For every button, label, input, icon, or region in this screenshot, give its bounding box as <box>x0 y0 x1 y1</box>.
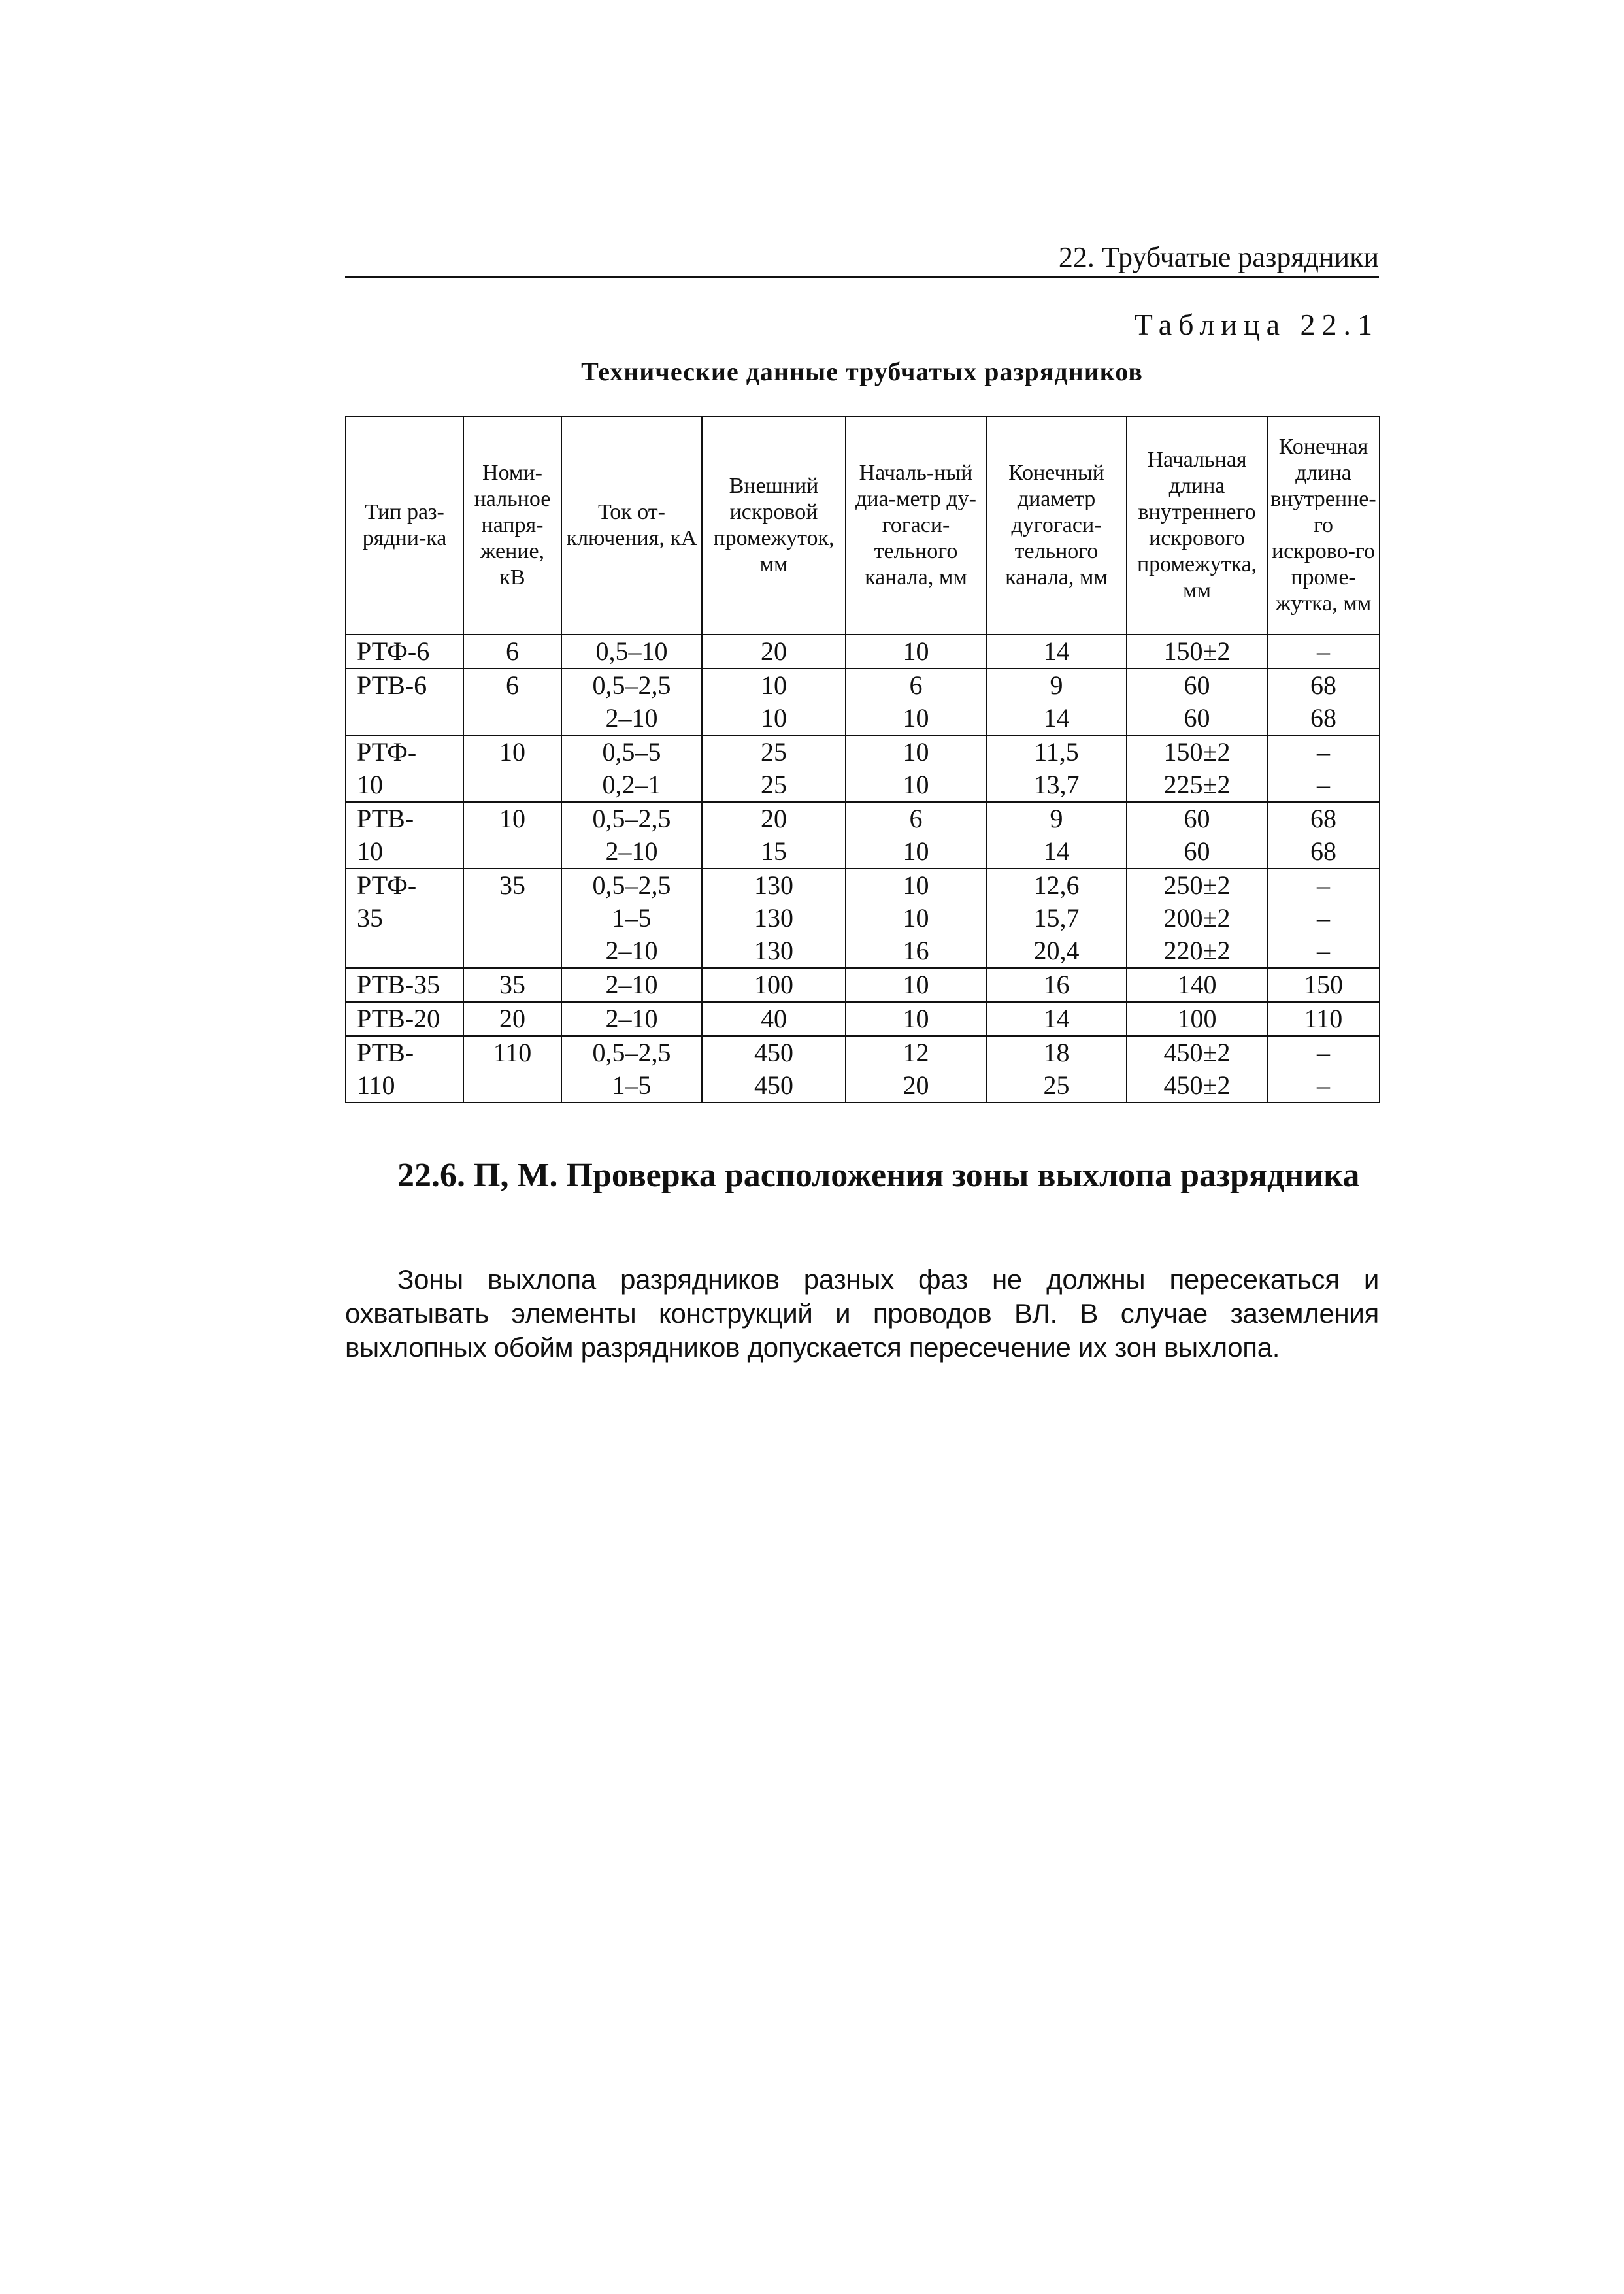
table-cell-l-start <box>1127 968 1267 1002</box>
table-cell-gap <box>702 802 846 869</box>
cell-value: – <box>1317 1071 1330 1100</box>
table-cell-voltage <box>463 635 561 669</box>
cell-value: 100 <box>754 970 793 999</box>
column-header: Тип раз-рядни-ка <box>346 416 463 635</box>
section-paragraph: Зоны выхлопа разрядников разных фаз не должны пересекаться и охватывать элементы конструкций и проводов ВЛ. В случае заземления выхлопных обойм разрядников допускается пересечение их зон выхлопа. <box>345 1264 1379 1363</box>
table-cell-d-start <box>846 1036 986 1103</box>
table-cell-voltage <box>463 735 561 802</box>
cell-value: – <box>1317 637 1330 666</box>
table-cell-l-end <box>1267 1036 1380 1103</box>
cell-value: 15,7 <box>1033 903 1080 933</box>
table-cell-type <box>346 869 463 968</box>
cell-value: 40 <box>761 1004 787 1033</box>
table-cell-l-start <box>1127 869 1267 968</box>
table-cell-l-start <box>1127 802 1267 869</box>
table-cell-d-start <box>846 635 986 669</box>
table-cell-current <box>561 1036 702 1103</box>
table-cell-d-end <box>986 635 1127 669</box>
table-cell-d-end <box>986 802 1127 869</box>
table-cell-current <box>561 802 702 869</box>
cell-value: 12,6 <box>1033 871 1080 900</box>
table-cell-gap <box>702 1036 846 1103</box>
cell-value: 68 <box>1310 837 1336 866</box>
cell-value: 0,5–5 <box>602 737 661 767</box>
table-cell-current <box>561 669 702 735</box>
cell-value: 35 <box>499 970 525 999</box>
cell-value: РТФ-6 <box>357 637 430 666</box>
cell-value: 18 <box>1043 1038 1070 1067</box>
table-cell-d-start <box>846 669 986 735</box>
table-cell-d-start <box>846 968 986 1002</box>
cell-value: РТВ-20 <box>357 1004 440 1033</box>
cell-value: 60 <box>1184 837 1210 866</box>
cell-value: РТВ-35 <box>357 970 440 999</box>
table-cell-gap <box>702 735 846 802</box>
cell-value: 110 <box>493 1038 532 1067</box>
table-number: Таблица 22.1 <box>1134 308 1379 341</box>
cell-value: 9 <box>1050 804 1063 833</box>
cell-value: 0,5–2,5 <box>592 671 671 700</box>
table-header-row <box>346 416 1380 635</box>
cell-value: 6 <box>506 637 519 666</box>
table-cell-d-start <box>846 735 986 802</box>
table-cell-current <box>561 735 702 802</box>
table-cell-current <box>561 635 702 669</box>
cell-value: 10 <box>357 770 383 799</box>
cell-value: 68 <box>1310 671 1336 700</box>
cell-value: 35 <box>357 903 383 933</box>
cell-value: 225±2 <box>1163 770 1231 799</box>
cell-value: 60 <box>1184 804 1210 833</box>
table-cell-l-end <box>1267 669 1380 735</box>
table-cell-l-end <box>1267 869 1380 968</box>
column-header: Начальная длина внутреннего искрового промежутка, мм <box>1127 416 1267 635</box>
table-cell-d-start <box>846 802 986 869</box>
arrester-data-table <box>345 416 1380 1103</box>
table-cell-l-end <box>1267 1002 1380 1036</box>
cell-value: 2–10 <box>605 970 658 999</box>
table-row <box>346 968 1380 1002</box>
column-header: Конечный диаметр дугогаси-тельного канала, мм <box>986 416 1127 635</box>
table-cell-d-start <box>846 1002 986 1036</box>
cell-value: 10 <box>903 1004 929 1033</box>
table-cell-d-end <box>986 669 1127 735</box>
cell-value: 0,5–2,5 <box>592 804 671 833</box>
table-cell-type <box>346 1036 463 1103</box>
table-row <box>346 1036 1380 1103</box>
column-header: Ток от-ключения, кА <box>561 416 702 635</box>
table-cell-gap <box>702 635 846 669</box>
cell-value: 25 <box>761 737 787 767</box>
table-cell-gap <box>702 869 846 968</box>
cell-value: 10 <box>903 837 929 866</box>
cell-value: 10 <box>903 970 929 999</box>
cell-value: 1–5 <box>612 903 652 933</box>
table-cell-d-end <box>986 869 1127 968</box>
table-cell-type <box>346 735 463 802</box>
cell-value: 12 <box>903 1038 929 1067</box>
table-cell-d-end <box>986 1036 1127 1103</box>
cell-value: 10 <box>903 737 929 767</box>
cell-value: 14 <box>1043 1004 1070 1033</box>
table-cell-l-start <box>1127 635 1267 669</box>
cell-value: 13,7 <box>1033 770 1080 799</box>
table-cell-type <box>346 1002 463 1036</box>
cell-value: – <box>1317 871 1330 900</box>
cell-value: 20 <box>761 637 787 666</box>
table-cell-l-start <box>1127 669 1267 735</box>
cell-value: 6 <box>909 671 923 700</box>
cell-value: 10 <box>903 703 929 733</box>
cell-value: 150±2 <box>1163 737 1231 767</box>
cell-value: 6 <box>909 804 923 833</box>
table-cell-type <box>346 669 463 735</box>
cell-value: 14 <box>1043 703 1070 733</box>
table-cell-voltage <box>463 669 561 735</box>
cell-value: 0,5–10 <box>595 637 668 666</box>
table-cell-voltage <box>463 968 561 1002</box>
table-cell-l-end <box>1267 968 1380 1002</box>
cell-value: 20 <box>903 1071 929 1100</box>
cell-value: 25 <box>761 770 787 799</box>
cell-value: 14 <box>1043 837 1070 866</box>
cell-value: 130 <box>754 903 793 933</box>
cell-value: – <box>1317 1038 1330 1067</box>
table-cell-gap <box>702 669 846 735</box>
cell-value: 10 <box>903 770 929 799</box>
table-cell-d-end <box>986 968 1127 1002</box>
cell-value: 10 <box>903 903 929 933</box>
cell-value: РТФ- <box>357 737 417 767</box>
table-cell-voltage <box>463 1002 561 1036</box>
cell-value: – <box>1317 770 1330 799</box>
cell-value: 10 <box>357 837 383 866</box>
table-cell-l-end <box>1267 635 1380 669</box>
cell-value: РТВ- <box>357 804 414 833</box>
cell-value: 20 <box>499 1004 525 1033</box>
cell-value: 0,5–2,5 <box>592 871 671 900</box>
table-cell-d-start <box>846 869 986 968</box>
table-row <box>346 869 1380 968</box>
cell-value: 60 <box>1184 703 1210 733</box>
cell-value: 10 <box>761 703 787 733</box>
table-cell-current <box>561 869 702 968</box>
cell-value: РТВ- <box>357 1038 414 1067</box>
cell-value: 10 <box>499 737 525 767</box>
cell-value: 15 <box>761 837 787 866</box>
table-cell-l-end <box>1267 735 1380 802</box>
table-cell-type <box>346 635 463 669</box>
cell-value: 60 <box>1184 671 1210 700</box>
cell-value: 450 <box>754 1071 793 1100</box>
cell-value: 450±2 <box>1163 1071 1231 1100</box>
table-cell-voltage <box>463 802 561 869</box>
cell-value: РТВ-6 <box>357 671 427 700</box>
table-row <box>346 802 1380 869</box>
cell-value: 250±2 <box>1163 871 1231 900</box>
cell-value: 0,5–2,5 <box>592 1038 671 1067</box>
column-header: Конечная длина внутренне-го искрово-го проме-жутка, мм <box>1267 416 1380 635</box>
table-cell-type <box>346 968 463 1002</box>
cell-value: 10 <box>903 871 929 900</box>
cell-value: – <box>1317 936 1330 965</box>
cell-value: – <box>1317 737 1330 767</box>
table-row <box>346 635 1380 669</box>
cell-value: 110 <box>1304 1004 1343 1033</box>
cell-value: 150±2 <box>1163 637 1231 666</box>
cell-value: 9 <box>1050 671 1063 700</box>
table-cell-current <box>561 1002 702 1036</box>
running-header: 22. Трубчатые разрядники <box>345 241 1379 278</box>
cell-value: 25 <box>1043 1071 1070 1100</box>
table-row <box>346 735 1380 802</box>
cell-value: – <box>1317 903 1330 933</box>
table-row <box>346 669 1380 735</box>
cell-value: 14 <box>1043 637 1070 666</box>
table-cell-gap <box>702 1002 846 1036</box>
cell-value: 16 <box>903 936 929 965</box>
cell-value: 450 <box>754 1038 793 1067</box>
table-title: Технические данные трубчатых разрядников <box>581 357 1143 386</box>
cell-value: 20 <box>761 804 787 833</box>
cell-value: 100 <box>1177 1004 1217 1033</box>
section-heading: 22.6. П, М. Проверка расположения зоны выхлопа разрядника <box>397 1157 1360 1194</box>
cell-value: 16 <box>1043 970 1070 999</box>
cell-value: 35 <box>499 871 525 900</box>
cell-value: 10 <box>499 804 525 833</box>
table-cell-l-end <box>1267 802 1380 869</box>
cell-value: 2–10 <box>605 837 658 866</box>
cell-value: 130 <box>754 871 793 900</box>
table-body <box>346 635 1380 1103</box>
table-cell-type <box>346 802 463 869</box>
table-cell-l-start <box>1127 1036 1267 1103</box>
table-cell-voltage <box>463 869 561 968</box>
column-header: Номи-нальное напря-жение, кВ <box>463 416 561 635</box>
cell-value: 68 <box>1310 703 1336 733</box>
cell-value: 110 <box>357 1071 395 1100</box>
table-cell-d-end <box>986 1002 1127 1036</box>
cell-value: 2–10 <box>605 936 658 965</box>
cell-value: 200±2 <box>1163 903 1231 933</box>
cell-value: 2–10 <box>605 703 658 733</box>
table-row <box>346 1002 1380 1036</box>
cell-value: РТФ- <box>357 871 417 900</box>
column-header: Началь-ный диа-метр ду-гогаси-тельного канала, мм <box>846 416 986 635</box>
cell-value: 130 <box>754 936 793 965</box>
table-cell-current <box>561 968 702 1002</box>
cell-value: 2–10 <box>605 1004 658 1033</box>
cell-value: 1–5 <box>612 1071 652 1100</box>
cell-value: 140 <box>1177 970 1217 999</box>
table-cell-l-start <box>1127 735 1267 802</box>
table-cell-d-end <box>986 735 1127 802</box>
column-header: Внешний искровой промежуток, мм <box>702 416 846 635</box>
cell-value: 6 <box>506 671 519 700</box>
cell-value: 150 <box>1304 970 1343 999</box>
table-cell-l-start <box>1127 1002 1267 1036</box>
cell-value: 450±2 <box>1163 1038 1231 1067</box>
table-cell-voltage <box>463 1036 561 1103</box>
cell-value: 20,4 <box>1033 936 1080 965</box>
cell-value: 10 <box>903 637 929 666</box>
cell-value: 11,5 <box>1034 737 1079 767</box>
cell-value: 68 <box>1310 804 1336 833</box>
table-cell-gap <box>702 968 846 1002</box>
cell-value: 10 <box>761 671 787 700</box>
cell-value: 220±2 <box>1163 936 1231 965</box>
cell-value: 0,2–1 <box>602 770 661 799</box>
